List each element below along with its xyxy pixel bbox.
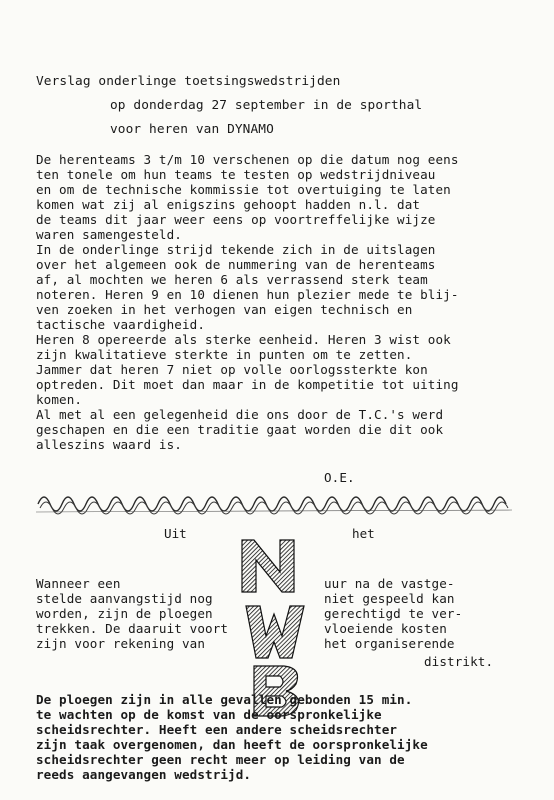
rules-line: reeds aangevangen wedstrijd. bbox=[36, 767, 252, 782]
body-line: tactische vaardigheid. bbox=[36, 317, 206, 332]
body-line: ven zoeken in het verhogen van eigen technisch en bbox=[36, 302, 413, 317]
rules-line: scheidsrechter geen recht meer op leiding van de bbox=[36, 752, 405, 767]
rules-line: zijn taak overgenomen, dan heeft de oorspronkelijke bbox=[36, 737, 428, 752]
body-line: over het algemeen ook de nummering van de herenteams bbox=[36, 257, 436, 272]
body-line: Al met al een gelegenheid die ons door de T.C.'s werd bbox=[36, 407, 444, 422]
body-line: komen wat zij al enigszins gehoopt hadden n.l. dat bbox=[36, 197, 421, 212]
nwb-logo bbox=[232, 534, 314, 718]
scribble-divider bbox=[36, 486, 514, 516]
report-date-line: op donderdag 27 september in de sporthal bbox=[110, 98, 423, 113]
right-column-line: distrikt. bbox=[424, 654, 494, 669]
left-column-line: worden, zijn de ploegen bbox=[36, 606, 213, 621]
body-line: optreden. Dit moet dan maar in de kompetitie tot uiting bbox=[36, 377, 459, 392]
body-line: Heren 8 opereerde als sterke eenheid. Heren 3 wist ook bbox=[36, 332, 451, 347]
body-line: noteren. Heren 9 en 10 dienen hun plezier mede te blij- bbox=[36, 287, 459, 302]
body-line: alleszins waard is. bbox=[36, 437, 182, 452]
right-column-line: uur na de vastge- bbox=[324, 576, 455, 591]
left-column-line: Wanneer een bbox=[36, 576, 121, 591]
rules-line: De ploegen zijn in alle gevallen gebonden 15 min. bbox=[36, 692, 413, 707]
body-line: komen. bbox=[36, 392, 83, 407]
left-column-line: stelde aanvangstijd nog bbox=[36, 591, 213, 606]
body-line: waren samengesteld. bbox=[36, 227, 182, 242]
body-line: Jammer dat heren 7 niet op volle oorlogssterkte kon bbox=[36, 362, 428, 377]
body-line: de teams dit jaar weer eens op voortreffelijke wijze bbox=[36, 212, 436, 227]
body-line: In de onderlinge strijd tekende zich in de uitslagen bbox=[36, 242, 436, 257]
logo-text: NWB bbox=[232, 534, 234, 535]
body-line: De herenteams 3 t/m 10 verschenen op die datum nog eens bbox=[36, 152, 459, 167]
report-title: Verslag onderlinge toetsingswedstrijden bbox=[36, 74, 341, 89]
left-column-line: trekken. De daaruit voort bbox=[36, 621, 229, 636]
body-line: af, al mochten we heren 6 als verrassend sterk team bbox=[36, 272, 428, 287]
body-line: ten tonele om hun teams te testen op wedstrijdniveau bbox=[36, 167, 436, 182]
body-line: geschapen en die een traditie gaat worden die dit ook bbox=[36, 422, 444, 437]
rules-line: te wachten op de komst van de oorspronkelijke bbox=[36, 707, 382, 722]
left-column-line: zijn voor rekening van bbox=[36, 636, 206, 651]
body-line: zijn kwalitatieve sterkte in punten om te zetten. bbox=[36, 347, 413, 362]
section-heading-left: Uit bbox=[164, 526, 187, 541]
right-column-line: gerechtigd te ver- bbox=[324, 606, 463, 621]
right-column-line: niet gespeeld kan bbox=[324, 591, 455, 606]
report-audience-line: voor heren van DYNAMO bbox=[110, 122, 274, 137]
rules-line: scheidsrechter. Heeft een andere scheidsrechter bbox=[36, 722, 398, 737]
signature-initials: O.E. bbox=[324, 470, 355, 485]
right-column-line: vloeiende kosten bbox=[324, 621, 447, 636]
section-heading-right: het bbox=[352, 526, 375, 541]
right-column-line: het organiserende bbox=[324, 636, 455, 651]
body-line: en om de technische kommissie tot overtuiging te laten bbox=[36, 182, 451, 197]
